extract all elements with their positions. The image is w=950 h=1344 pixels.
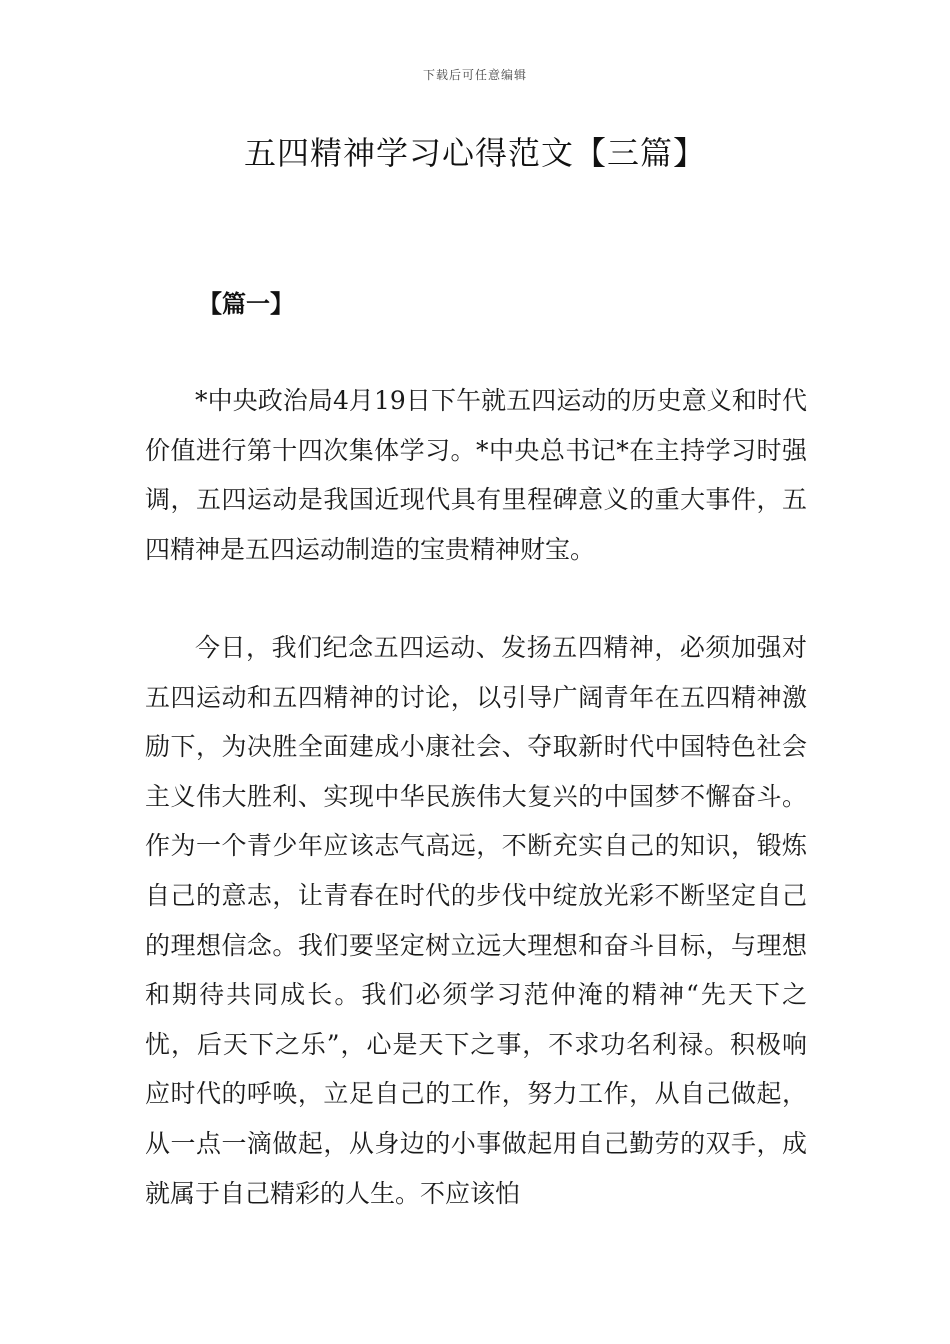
- section-heading: 【篇一】: [198, 290, 294, 318]
- document-title: 五四精神学习心得范文【三篇】: [243, 134, 706, 172]
- header-note: 下载后可任意编辑: [422, 68, 527, 82]
- paragraph-2: 今日，我们纪念五四运动、发扬五四精神，必须加强对五四运动和五四精神的讨论，以引导广阔青年在五四精神激励下，为决胜全面建成小康社会、夺取新时代中国特色社会主义伟大胜利、实现中华民族伟大复兴的中国梦不懈奋斗。作为一个青少年应该志气高远，不断充实自己的知识，锻炼自己的意志，让青春在时代的步伐中绽放光彩不断坚定自己的理想信念。我们要坚定树立远大理想和奋斗目标，与理想和期待共同成长。我们必须学习范仲淹的精神“先天下之忧，后天下之乐”，心是天下之事，不求功名利禄。积极响应时代的呼唤，立足自己的工作，努力工作，从自己做起，从一点一滴做起，从身边的小事做起用自己勤劳的双手，成就属于自己精彩的人生。不应该怕: [145, 633, 807, 1208]
- paragraph-1: *中央政治局4月19日下午就五四运动的历史意义和时代价值进行第十四次集体学习。*中央总书记*在主持学习时强调，五四运动是我国近现代具有里程碑意义的重大事件，五四精神是五四运动制造的宝贵精神财宝。: [145, 386, 807, 564]
